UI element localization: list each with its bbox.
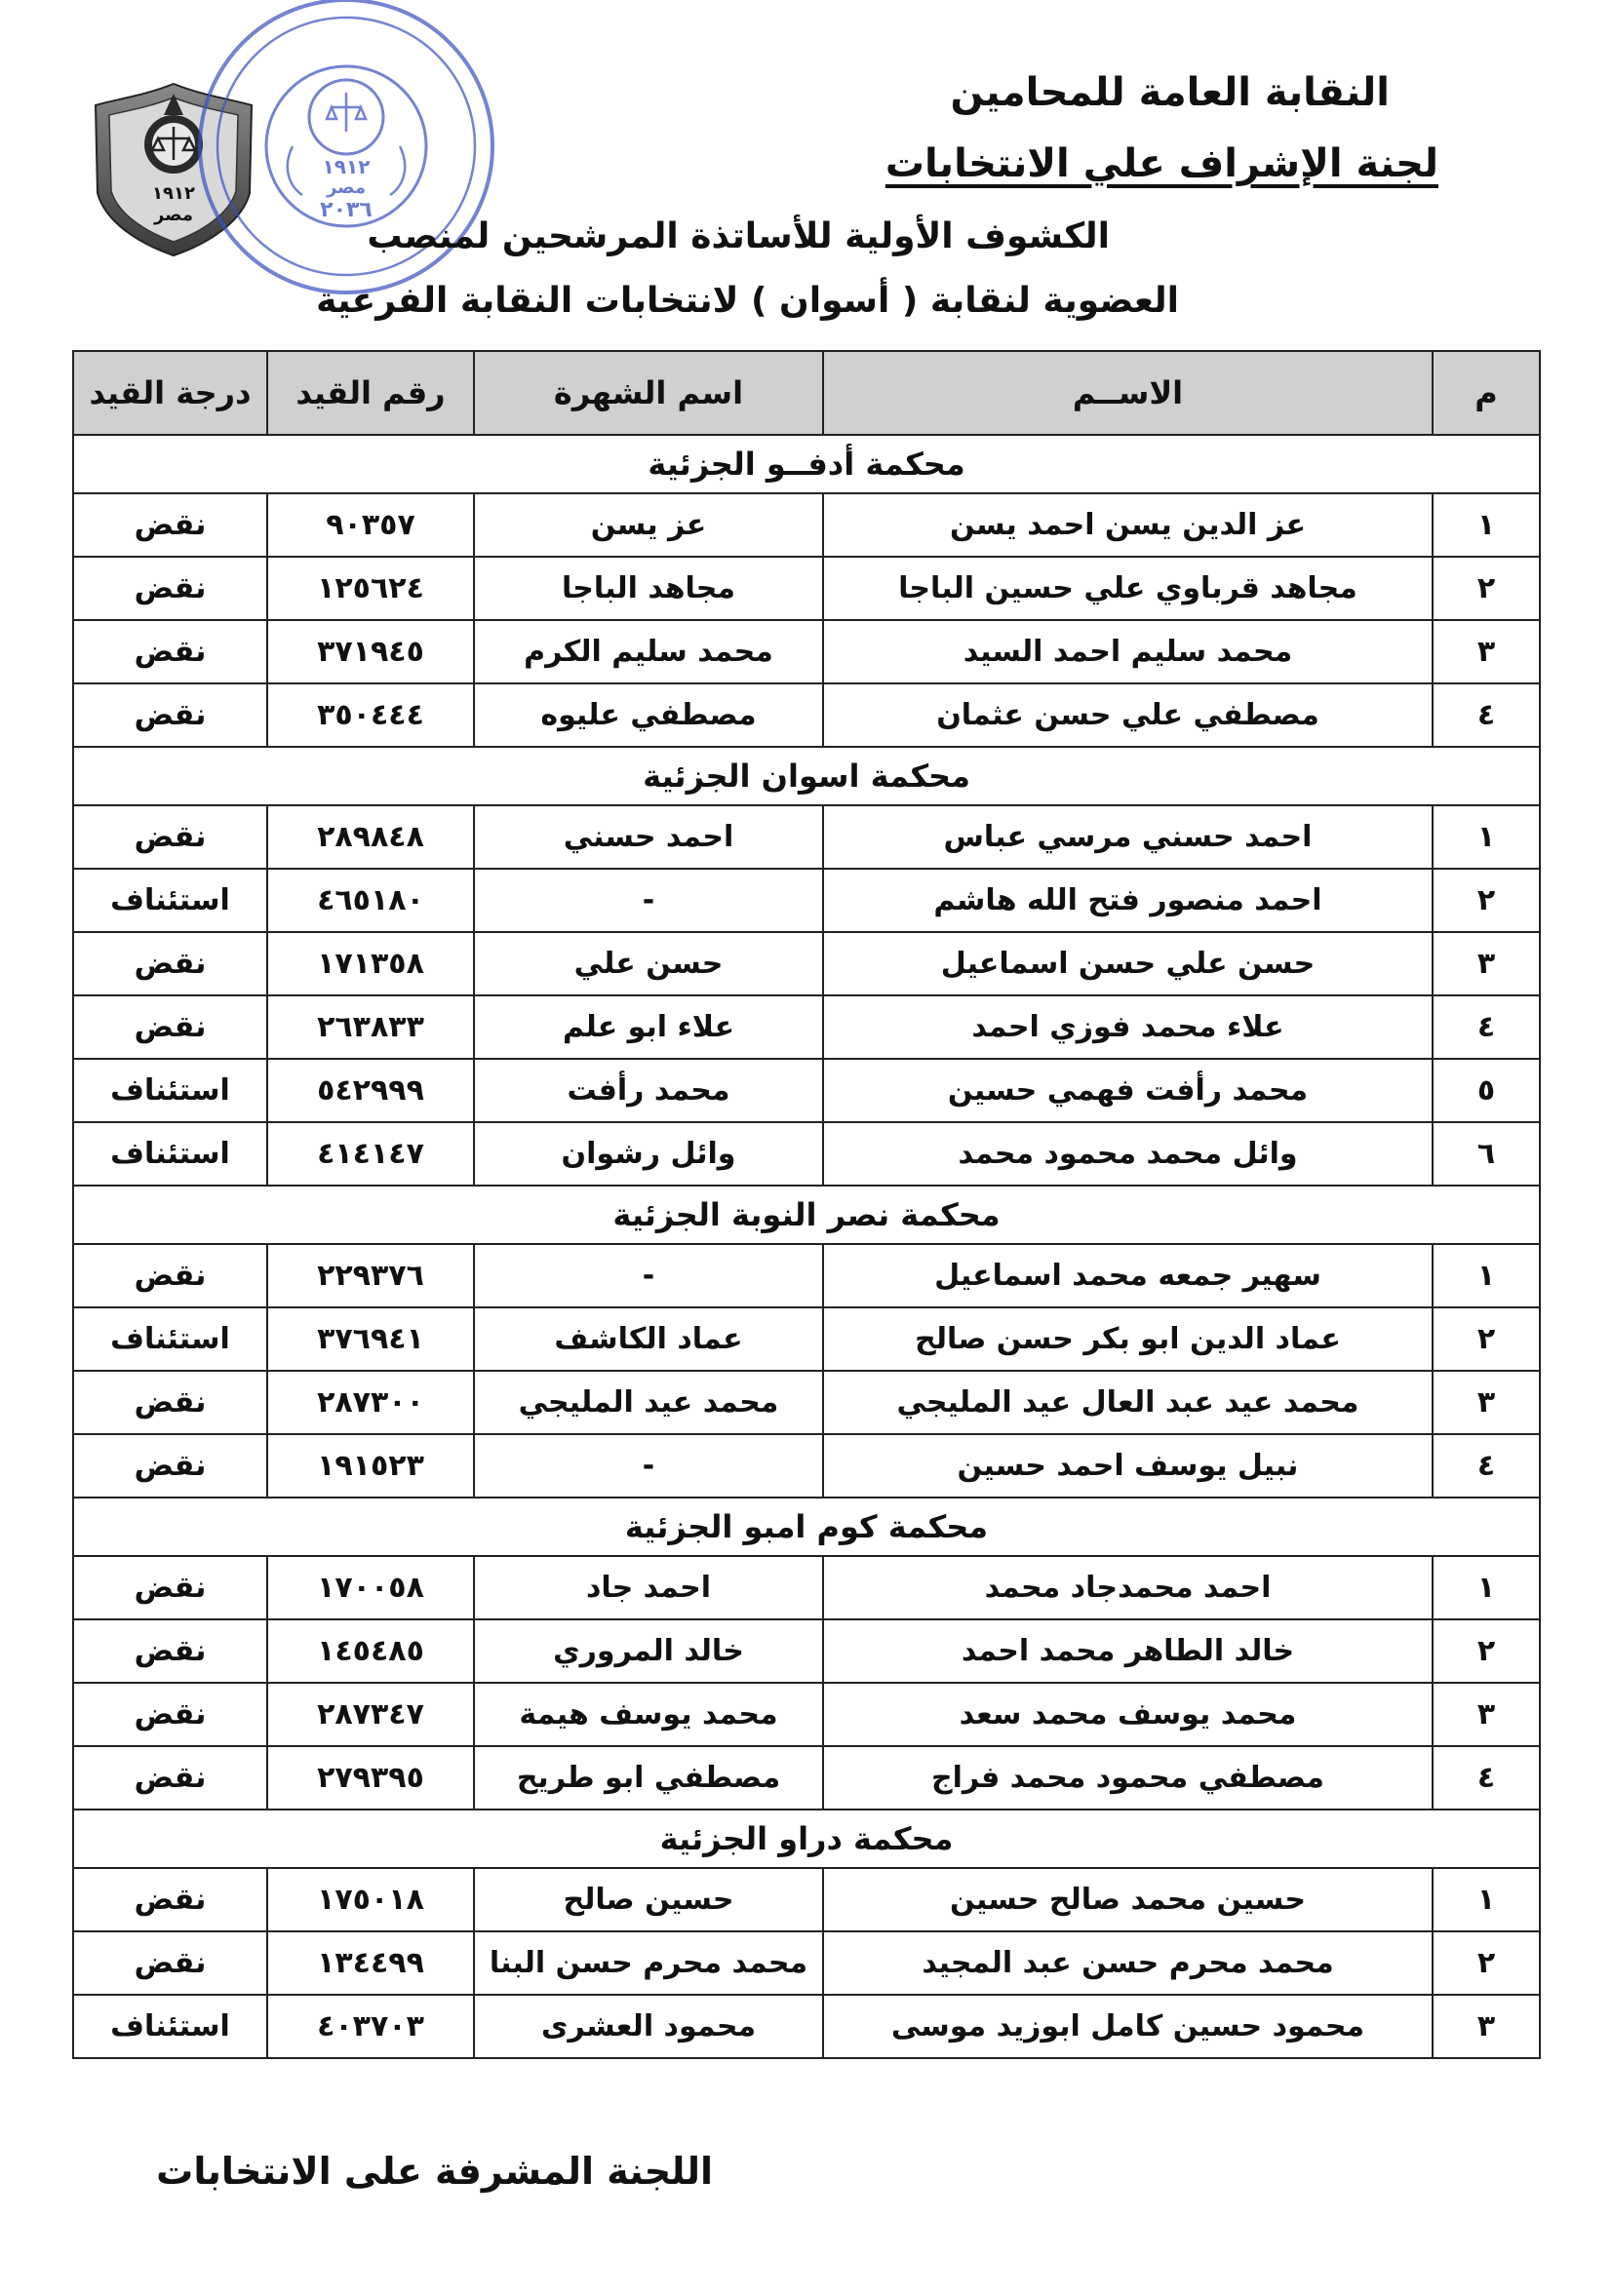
round-stamp-serial: ٢٠٣٦ — [320, 198, 373, 222]
cell-name: عماد الدين ابو بكر حسن صالح — [823, 1307, 1433, 1371]
emblem-year: ١٩١٢ — [152, 183, 195, 204]
cell-num: ٣ — [1433, 932, 1540, 995]
cell-reg: ٢٧٩٣٩٥ — [267, 1746, 474, 1810]
cell-fame: محمد سليم الكرم — [474, 620, 823, 683]
cell-degree: استئناف — [73, 1995, 267, 2058]
table-row — [73, 1931, 1540, 1995]
table-row — [73, 1746, 1540, 1810]
cell-num: ١ — [1433, 805, 1540, 869]
column-header-name: الاســم — [823, 351, 1433, 435]
cell-reg: ٣٧٦٩٤١ — [267, 1307, 474, 1371]
cell-reg: ٥٤٢٩٩٩ — [267, 1059, 474, 1122]
cell-degree: نقض — [73, 1619, 267, 1683]
organization-name: النقابة العامة للمحامين — [950, 70, 1390, 115]
cell-num: ٤ — [1433, 1434, 1540, 1498]
cell-degree: نقض — [73, 1746, 267, 1810]
cell-degree: نقض — [73, 1244, 267, 1307]
cell-fame: محمد رأفت — [474, 1059, 823, 1122]
cell-fame: - — [474, 1244, 823, 1307]
cell-num: ١ — [1433, 1556, 1540, 1619]
cell-fame: محمد يوسف هيمة — [474, 1683, 823, 1746]
cell-name: عز الدين يسن احمد يسن — [823, 493, 1433, 557]
cell-name: محمد محرم حسن عبد المجيد — [823, 1931, 1433, 1995]
court-name: محكمة أدفــو الجزئية — [73, 435, 1540, 493]
cell-degree: نقض — [73, 1371, 267, 1434]
cell-fame: محمد محرم حسن البنا — [474, 1931, 823, 1995]
court-section-row — [73, 1810, 1540, 1868]
cell-name: مصطفي علي حسن عثمان — [823, 683, 1433, 747]
table-row — [73, 620, 1540, 683]
cell-name: احمد منصور فتح الله هاشم — [823, 869, 1433, 932]
cell-degree: نقض — [73, 805, 267, 869]
cell-degree: نقض — [73, 1434, 267, 1498]
cell-name: احمد محمدجاد محمد — [823, 1556, 1433, 1619]
cell-fame: وائل رشوان — [474, 1122, 823, 1186]
cell-reg: ٢٨٩٨٤٨ — [267, 805, 474, 869]
cell-name: محمد سليم احمد السيد — [823, 620, 1433, 683]
cell-degree: نقض — [73, 557, 267, 620]
cell-reg: ١٧٥٠١٨ — [267, 1868, 474, 1931]
table-row — [73, 1995, 1540, 2058]
cell-reg: ٩٠٣٥٧ — [267, 493, 474, 557]
cell-num: ٤ — [1433, 683, 1540, 747]
table-row — [73, 1244, 1540, 1307]
cell-num: ٣ — [1433, 620, 1540, 683]
footer-signature: اللجنة المشرفة على الانتخابات — [156, 2150, 713, 2193]
cell-degree: استئناف — [73, 1059, 267, 1122]
table-row — [73, 995, 1540, 1059]
table-row — [73, 1556, 1540, 1619]
cell-fame: - — [474, 1434, 823, 1498]
court-section-row — [73, 1498, 1540, 1556]
cell-name: خالد الطاهر محمد احمد — [823, 1619, 1433, 1683]
cell-name: علاء محمد فوزي احمد — [823, 995, 1433, 1059]
cell-num: ١ — [1433, 493, 1540, 557]
table-row — [73, 1371, 1540, 1434]
cell-num: ٣ — [1433, 1995, 1540, 2058]
cell-reg: ٢٨٧٣٠٠ — [267, 1371, 474, 1434]
cell-name: محمد عيد عبد العال عيد المليجي — [823, 1371, 1433, 1434]
list-title-line1: الكشوف الأولية للأساتذة المرشحين لمنصب — [367, 216, 1110, 256]
cell-degree: نقض — [73, 1683, 267, 1746]
cell-reg: ١٢٥٦٢٤ — [267, 557, 474, 620]
cell-degree: نقض — [73, 1556, 267, 1619]
cell-reg: ١٧٠٠٥٨ — [267, 1556, 474, 1619]
cell-name: محمد رأفت فهمي حسين — [823, 1059, 1433, 1122]
cell-num: ٦ — [1433, 1122, 1540, 1186]
table-body — [73, 435, 1540, 2058]
cell-name: احمد حسني مرسي عباس — [823, 805, 1433, 869]
cell-reg: ٤٦٥١٨٠ — [267, 869, 474, 932]
table-row — [73, 1434, 1540, 1498]
cell-num: ٢ — [1433, 1307, 1540, 1371]
column-header-degree: درجة القيد — [73, 351, 267, 435]
cell-fame: محمود العشرى — [474, 1995, 823, 2058]
cell-reg: ١٤٥٤٨٥ — [267, 1619, 474, 1683]
cell-fame: حسن علي — [474, 932, 823, 995]
candidates-table — [72, 350, 1541, 2059]
cell-reg: ٣٧١٩٤٥ — [267, 620, 474, 683]
table-row — [73, 1122, 1540, 1186]
list-title-line2: العضوية لنقابة ( أسوان ) لانتخابات النقابة الفرعية — [316, 281, 1179, 321]
round-stamp-country: مصر — [326, 177, 367, 198]
cell-fame: احمد جاد — [474, 1556, 823, 1619]
cell-fame: عماد الكاشف — [474, 1307, 823, 1371]
cell-num: ٢ — [1433, 869, 1540, 932]
committee-round-stamp — [185, 0, 507, 322]
cell-num: ٢ — [1433, 1931, 1540, 1995]
cell-fame: مصطفي عليوه — [474, 683, 823, 747]
cell-degree: نقض — [73, 995, 267, 1059]
table-row — [73, 869, 1540, 932]
court-name: محكمة دراو الجزئية — [73, 1810, 1540, 1868]
cell-name: وائل محمد محمود محمد — [823, 1122, 1433, 1186]
column-header-reg: رقم القيد — [267, 351, 474, 435]
court-name: محكمة اسوان الجزئية — [73, 747, 1540, 805]
cell-fame: - — [474, 869, 823, 932]
cell-reg: ٤١٤١٤٧ — [267, 1122, 474, 1186]
cell-name: مصطفي محمود محمد فراج — [823, 1746, 1433, 1810]
cell-reg: ٢٨٧٣٤٧ — [267, 1683, 474, 1746]
cell-degree: نقض — [73, 620, 267, 683]
cell-num: ٣ — [1433, 1683, 1540, 1746]
cell-degree: نقض — [73, 1931, 267, 1995]
table-row — [73, 557, 1540, 620]
column-header-num: م — [1433, 351, 1540, 435]
cell-num: ٤ — [1433, 995, 1540, 1059]
court-name: محكمة كوم امبو الجزئية — [73, 1498, 1540, 1556]
cell-num: ٢ — [1433, 557, 1540, 620]
cell-degree: استئناف — [73, 1122, 267, 1186]
cell-name: حسن علي حسن اسماعيل — [823, 932, 1433, 995]
cell-degree: نقض — [73, 683, 267, 747]
cell-fame: مجاهد الباجا — [474, 557, 823, 620]
cell-fame: عز يسن — [474, 493, 823, 557]
table-row — [73, 1619, 1540, 1683]
cell-fame: احمد حسني — [474, 805, 823, 869]
cell-degree: استئناف — [73, 869, 267, 932]
cell-name: حسين محمد صالح حسين — [823, 1868, 1433, 1931]
cell-num: ٢ — [1433, 1619, 1540, 1683]
cell-degree: نقض — [73, 932, 267, 995]
table-header-row — [73, 351, 1540, 435]
cell-num: ٣ — [1433, 1371, 1540, 1434]
cell-num: ٤ — [1433, 1746, 1540, 1810]
cell-num: ١ — [1433, 1244, 1540, 1307]
cell-name: مجاهد قرباوي علي حسين الباجا — [823, 557, 1433, 620]
court-section-row — [73, 747, 1540, 805]
cell-fame: حسين صالح — [474, 1868, 823, 1931]
table-row — [73, 683, 1540, 747]
cell-reg: ٣٥٠٤٤٤ — [267, 683, 474, 747]
court-section-row — [73, 1186, 1540, 1244]
cell-degree: نقض — [73, 1868, 267, 1931]
committee-name: لجنة الإشراف علي الانتخابات — [885, 141, 1438, 186]
table-row — [73, 1307, 1540, 1371]
cell-degree: نقض — [73, 493, 267, 557]
cell-fame: مصطفي ابو طريح — [474, 1746, 823, 1810]
cell-reg: ٤٠٣٧٠٣ — [267, 1995, 474, 2058]
cell-name: نبيل يوسف احمد حسين — [823, 1434, 1433, 1498]
cell-reg: ٢٢٩٣٧٦ — [267, 1244, 474, 1307]
cell-reg: ١٧١٣٥٨ — [267, 932, 474, 995]
emblem-country: مصر — [153, 205, 194, 225]
table-row — [73, 493, 1540, 557]
court-name: محكمة نصر النوبة الجزئية — [73, 1186, 1540, 1244]
cell-degree: استئناف — [73, 1307, 267, 1371]
court-section-row — [73, 435, 1540, 493]
cell-name: سهير جمعه محمد اسماعيل — [823, 1244, 1433, 1307]
cell-reg: ١٩١٥٢٣ — [267, 1434, 474, 1498]
round-stamp-year: ١٩١٢ — [322, 155, 371, 178]
cell-num: ١ — [1433, 1868, 1540, 1931]
cell-fame: خالد المروري — [474, 1619, 823, 1683]
cell-fame: محمد عيد المليجي — [474, 1371, 823, 1434]
table-row — [73, 932, 1540, 995]
table-row — [73, 805, 1540, 869]
table-row — [73, 1059, 1540, 1122]
cell-reg: ١٣٤٤٩٩ — [267, 1931, 474, 1995]
column-header-fame: اسم الشهرة — [474, 351, 823, 435]
cell-reg: ٢٦٣٨٣٣ — [267, 995, 474, 1059]
cell-name: محمد يوسف محمد سعد — [823, 1683, 1433, 1746]
table-row — [73, 1683, 1540, 1746]
table-row — [73, 1868, 1540, 1931]
cell-fame: علاء ابو علم — [474, 995, 823, 1059]
cell-num: ٥ — [1433, 1059, 1540, 1122]
cell-name: محمود حسين كامل ابوزيد موسى — [823, 1995, 1433, 2058]
